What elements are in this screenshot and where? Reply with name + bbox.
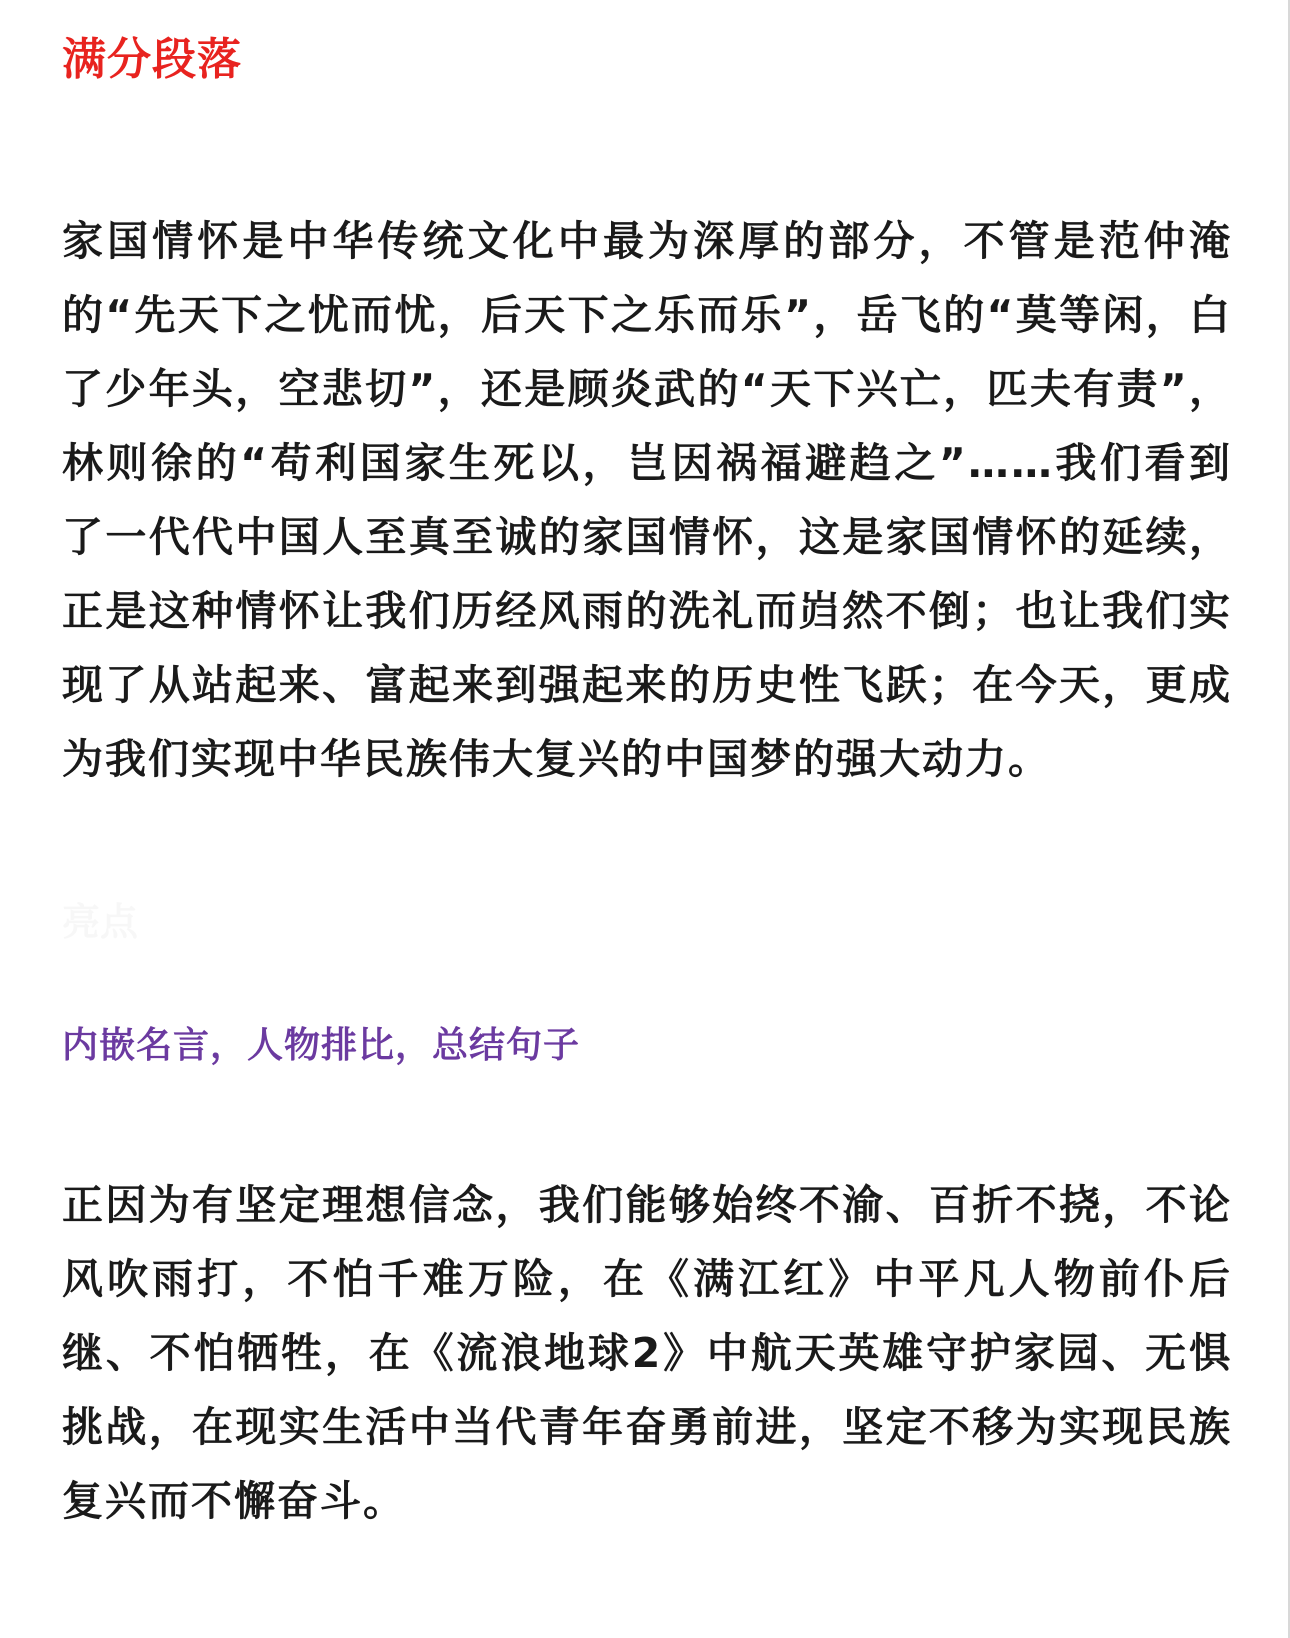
article-content xyxy=(62,28,1232,1538)
paragraph-ideals: 正因为有坚定理想信念，我们能够始终不渝、百折不挠，不论风吹雨打，不怕千难万险，在《满江红》中平凡人物前仆后继、不怕牺牲，在《流浪地球2》中航天英雄守护家园、无惧挑战，在现实生活中当代青年奋勇前进，坚定不移为实现民族复兴而不懈奋斗。 xyxy=(62,1181,1232,1525)
technique-note: 内嵌名言，人物排比，总结句子 xyxy=(62,1025,581,1066)
paragraph-patriotism: 家国情怀是中华传统文化中最为深厚的部分，不管是范仲淹的“先天下之忧而忧，后天下之乐而乐”，岳飞的“莫等闲，白了少年头，空悲切”，还是顾炎武的“天下兴亡，匹夫有责”，林则徐的“苟利国家生死以，岂因祸福避趋之”……我们看到了一代代中国人至真至诚的家国情怀，这是家国情怀的延续，正是这种情怀让我们历经风雨的洗礼而岿然不倒；也让我们实现了从站起来、富起来到强起来的历史性飞跃；在今天，更成为我们实现中华民族伟大复兴的中国梦的强大动力。 xyxy=(62,217,1232,783)
faint-heading: 亮点 xyxy=(62,900,139,944)
section-title: 满分段落 xyxy=(62,34,242,85)
